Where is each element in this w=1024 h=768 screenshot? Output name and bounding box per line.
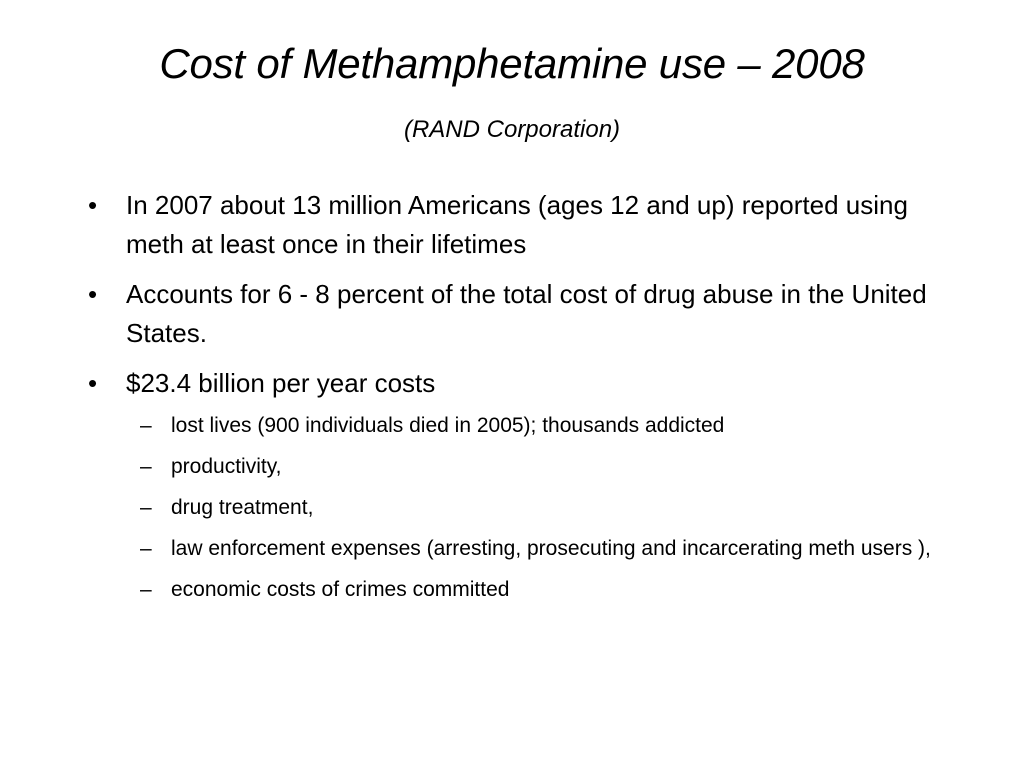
bullet-text: Accounts for 6 - 8 percent of the total cost of drug abuse in the United States. <box>126 279 927 348</box>
slide-subtitle: (RAND Corporation) <box>403 116 621 143</box>
sub-bullet-item <box>86 533 936 565</box>
bullet-text: In 2007 about 13 million Americans (ages 12 and up) reported using meth at least once in their lifetimes <box>126 190 908 259</box>
bullet-marker: • <box>88 368 98 398</box>
sub-bullet-item <box>86 574 936 606</box>
bullet-item <box>86 186 936 264</box>
sub-bullet-marker: – <box>140 537 152 560</box>
sub-bullet-text: drug treatment, <box>171 496 314 519</box>
slide-body <box>86 186 936 615</box>
sub-bullet-text: law enforcement expenses (arresting, prosecuting and incarcerating meth users ), <box>171 537 931 560</box>
sub-bullet-list <box>86 410 936 606</box>
bullet-marker: • <box>88 190 98 220</box>
slide-title: Cost of Methamphetamine use – 2008 <box>159 40 865 87</box>
sub-bullet-text: lost lives (900 individuals died in 2005); thousands addicted <box>171 414 725 437</box>
bullet-item <box>86 364 936 403</box>
sub-bullet-marker: – <box>140 414 152 437</box>
bullet-marker: • <box>88 279 98 309</box>
sub-bullet-item <box>86 410 936 442</box>
sub-bullet-item <box>86 451 936 483</box>
bullet-text: $23.4 billion per year costs <box>126 368 436 398</box>
sub-bullet-item <box>86 492 936 524</box>
sub-bullet-marker: – <box>140 578 152 601</box>
bullet-item <box>86 275 936 353</box>
sub-bullet-marker: – <box>140 496 152 519</box>
sub-bullet-marker: – <box>140 455 152 478</box>
sub-bullet-text: productivity, <box>171 455 282 478</box>
sub-bullet-text: economic costs of crimes committed <box>171 578 510 601</box>
